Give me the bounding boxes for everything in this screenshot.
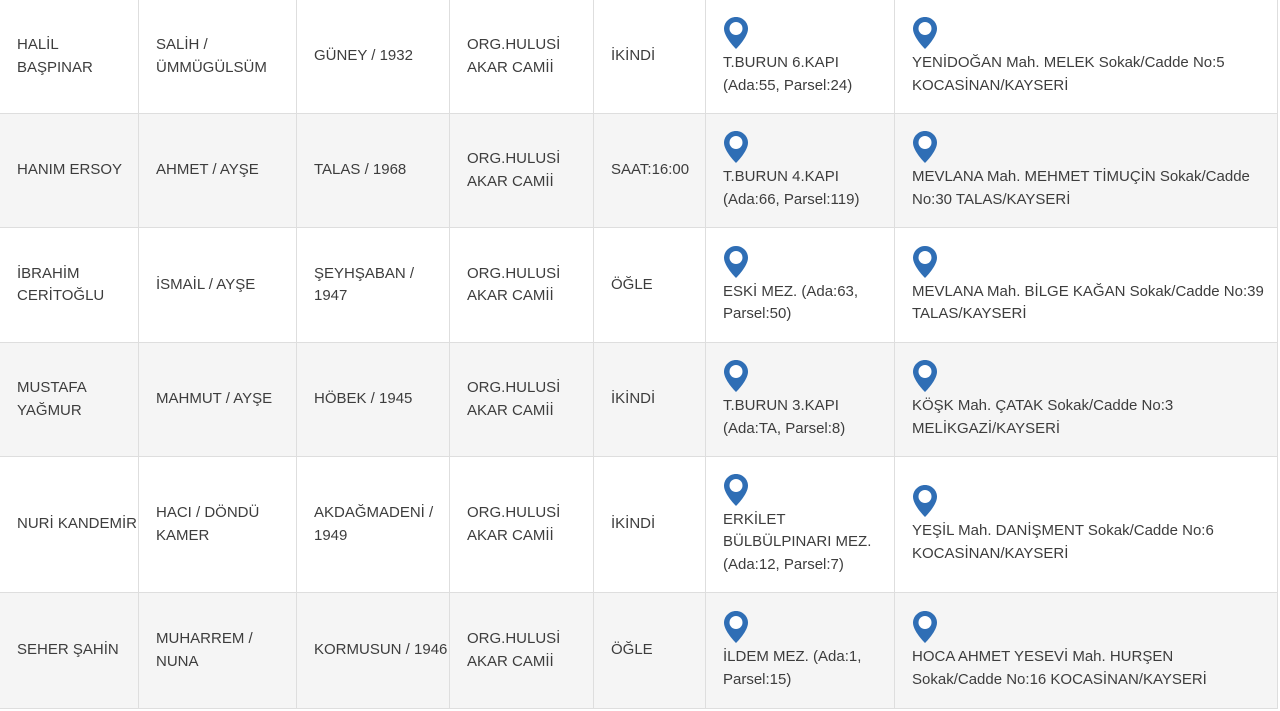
prayer-time-cell bbox=[594, 593, 706, 709]
parents-cell bbox=[139, 343, 297, 457]
birthplace-cell bbox=[297, 114, 450, 228]
prayer-time-cell bbox=[594, 343, 706, 457]
cemetery-location: T.BURUN 3.KAPI (Ada:TA, Parsel:8) bbox=[723, 397, 846, 437]
birthplace-cell bbox=[297, 0, 450, 114]
table-row bbox=[0, 343, 1278, 457]
prayer-time: İKİNDİ bbox=[611, 390, 656, 408]
home-address: HOCA AHMET YESEVİ Mah. HURŞEN Sokak/Cadde No:16 KOCASİNAN/KAYSERİ bbox=[912, 648, 1207, 688]
table-row bbox=[0, 114, 1278, 228]
address-cell bbox=[895, 457, 1278, 593]
map-pin-icon[interactable] bbox=[912, 359, 938, 393]
deceased-name: MUSTAFA YAĞMUR bbox=[17, 379, 86, 419]
prayer-time: İKİNDİ bbox=[611, 47, 656, 65]
parents-names: MUHARREM / NUNA bbox=[156, 630, 253, 670]
mosque-name: ORG.HULUSİ AKAR CAMİİ bbox=[467, 504, 561, 544]
table-row bbox=[0, 593, 1278, 709]
cemetery-cell bbox=[706, 114, 895, 228]
mosque-name: ORG.HULUSİ AKAR CAMİİ bbox=[467, 379, 561, 419]
address-cell bbox=[895, 114, 1278, 228]
map-pin-icon[interactable] bbox=[723, 610, 749, 644]
prayer-time: İKİNDİ bbox=[611, 515, 656, 533]
map-pin-icon[interactable] bbox=[723, 130, 749, 164]
birthplace-year: AKDAĞMADENİ / 1949 bbox=[314, 504, 434, 544]
table-row bbox=[0, 228, 1278, 343]
cemetery-cell bbox=[706, 0, 895, 114]
birthplace-cell bbox=[297, 228, 450, 343]
deceased-name-cell bbox=[0, 114, 139, 228]
birthplace-year: ŞEYHŞABAN / 1947 bbox=[314, 264, 415, 304]
deceased-name: İBRAHİM CERİTOĞLU bbox=[17, 264, 105, 304]
mosque-cell bbox=[450, 114, 594, 228]
birthplace-year: HÖBEK / 1945 bbox=[314, 390, 413, 408]
parents-names: SALİH / ÜMMÜGÜLSÜM bbox=[156, 36, 267, 76]
home-address: YEŞİL Mah. DANİŞMENT Sokak/Cadde No:6 KOCASİNAN/KAYSERİ bbox=[912, 522, 1214, 562]
address-cell bbox=[895, 228, 1278, 343]
address-cell bbox=[895, 0, 1278, 114]
deceased-name-cell bbox=[0, 343, 139, 457]
home-address: MEVLANA Mah. MEHMET TİMUÇİN Sokak/Cadde No:30 TALAS/KAYSERİ bbox=[912, 168, 1250, 208]
map-pin-icon[interactable] bbox=[912, 130, 938, 164]
map-pin-icon[interactable] bbox=[912, 610, 938, 644]
parents-cell bbox=[139, 228, 297, 343]
birthplace-year: KORMUSUN / 1946 bbox=[314, 641, 448, 659]
cemetery-cell bbox=[706, 228, 895, 343]
table-row bbox=[0, 0, 1278, 114]
home-address: YENİDOĞAN Mah. MELEK Sokak/Cadde No:5 KOCASİNAN/KAYSERİ bbox=[912, 54, 1225, 94]
parents-cell bbox=[139, 457, 297, 593]
map-pin-icon[interactable] bbox=[723, 473, 749, 507]
map-pin-icon[interactable] bbox=[723, 16, 749, 50]
mosque-cell bbox=[450, 593, 594, 709]
cemetery-location: T.BURUN 4.KAPI (Ada:66, Parsel:119) bbox=[723, 168, 860, 208]
cemetery-location: T.BURUN 6.KAPI (Ada:55, Parsel:24) bbox=[723, 54, 853, 94]
deceased-name: HALİL BAŞPINAR bbox=[17, 36, 93, 76]
deceased-name-cell bbox=[0, 457, 139, 593]
prayer-time-cell bbox=[594, 228, 706, 343]
prayer-time-cell bbox=[594, 114, 706, 228]
prayer-time: ÖĞLE bbox=[611, 641, 653, 659]
parents-names: AHMET / AYŞE bbox=[156, 161, 259, 179]
mosque-name: ORG.HULUSİ AKAR CAMİİ bbox=[467, 36, 561, 76]
mosque-cell bbox=[450, 343, 594, 457]
birthplace-year: GÜNEY / 1932 bbox=[314, 47, 413, 65]
mosque-cell bbox=[450, 228, 594, 343]
deceased-name: SEHER ŞAHİN bbox=[17, 641, 119, 659]
parents-cell bbox=[139, 114, 297, 228]
map-pin-icon[interactable] bbox=[723, 245, 749, 279]
parents-names: MAHMUT / AYŞE bbox=[156, 390, 273, 408]
map-pin-icon[interactable] bbox=[912, 245, 938, 279]
mosque-cell bbox=[450, 0, 594, 114]
deceased-name: NURİ KANDEMİR bbox=[17, 515, 138, 533]
prayer-time: SAAT:16:00 bbox=[611, 161, 690, 179]
home-address: MEVLANA Mah. BİLGE KAĞAN Sokak/Cadde No:39 TALAS/KAYSERİ bbox=[912, 282, 1264, 322]
parents-cell bbox=[139, 0, 297, 114]
prayer-time-cell bbox=[594, 0, 706, 114]
address-cell bbox=[895, 343, 1278, 457]
prayer-time: ÖĞLE bbox=[611, 275, 653, 293]
mosque-name: ORG.HULUSİ AKAR CAMİİ bbox=[467, 150, 561, 190]
address-cell bbox=[895, 593, 1278, 709]
map-pin-icon[interactable] bbox=[723, 359, 749, 393]
birthplace-cell bbox=[297, 593, 450, 709]
birthplace-cell bbox=[297, 457, 450, 593]
mosque-cell bbox=[450, 457, 594, 593]
deceased-name: HANIM ERSOY bbox=[17, 161, 123, 179]
birthplace-year: TALAS / 1968 bbox=[314, 161, 407, 179]
map-pin-icon[interactable] bbox=[912, 484, 938, 518]
deceased-name-cell bbox=[0, 593, 139, 709]
deceased-name-cell bbox=[0, 228, 139, 343]
birthplace-cell bbox=[297, 343, 450, 457]
cemetery-cell bbox=[706, 457, 895, 593]
mosque-name: ORG.HULUSİ AKAR CAMİİ bbox=[467, 630, 561, 670]
map-pin-icon[interactable] bbox=[912, 16, 938, 50]
home-address: KÖŞK Mah. ÇATAK Sokak/Cadde No:3 MELİKGAZİ/KAYSERİ bbox=[912, 397, 1174, 437]
parents-names: İSMAİL / AYŞE bbox=[156, 275, 256, 293]
cemetery-cell bbox=[706, 593, 895, 709]
cemetery-cell bbox=[706, 343, 895, 457]
table-row bbox=[0, 457, 1278, 593]
cemetery-location: ERKİLET BÜLBÜLPINARI MEZ. (Ada:12, Parsel:7) bbox=[723, 510, 872, 573]
deceased-name-cell bbox=[0, 0, 139, 114]
cemetery-location: İLDEM MEZ. (Ada:1, Parsel:15) bbox=[723, 648, 862, 688]
prayer-time-cell bbox=[594, 457, 706, 593]
parents-names: HACI / DÖNDÜ KAMER bbox=[156, 504, 260, 544]
mosque-name: ORG.HULUSİ AKAR CAMİİ bbox=[467, 264, 561, 304]
parents-cell bbox=[139, 593, 297, 709]
cemetery-location: ESKİ MEZ. (Ada:63, Parsel:50) bbox=[723, 282, 859, 322]
